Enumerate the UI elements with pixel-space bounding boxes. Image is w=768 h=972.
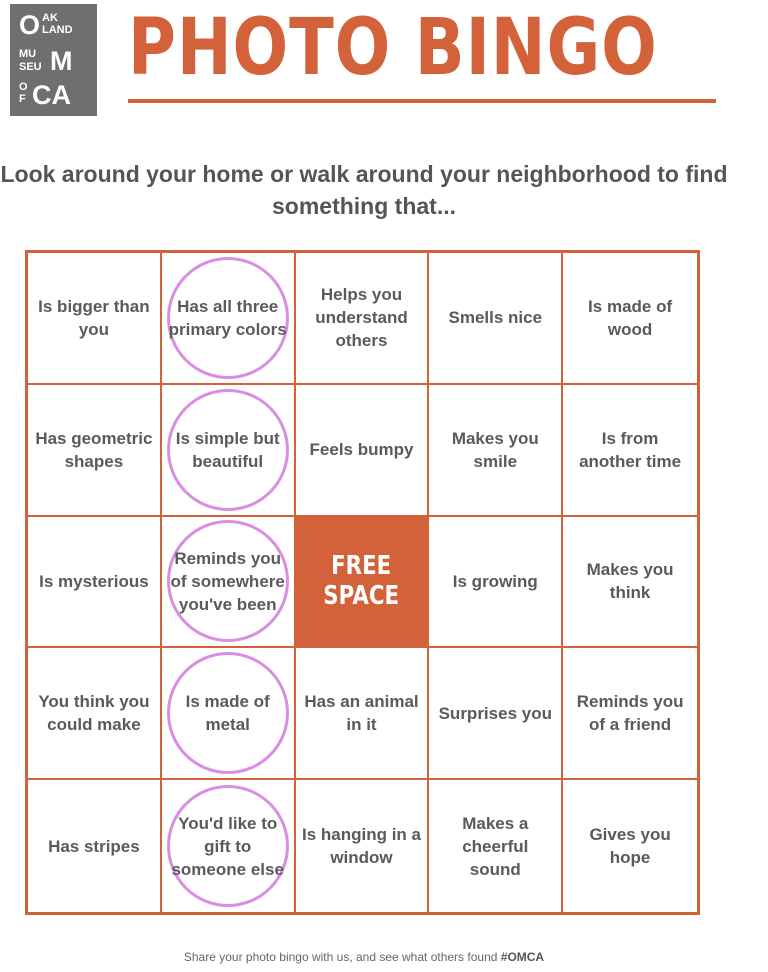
logo-letter: MU xyxy=(19,48,37,60)
bingo-cell-label: Is mysterious xyxy=(39,571,149,591)
free-space-cell[interactable] xyxy=(296,517,430,649)
bingo-cell[interactable] xyxy=(28,780,162,912)
bingo-cell-label: Is hanging in a window xyxy=(301,825,421,868)
bingo-cell[interactable] xyxy=(28,517,162,649)
logo-letter: O xyxy=(19,10,41,40)
bingo-cell-label: Feels bumpy xyxy=(309,440,414,460)
instructions: Look around your home or walk around your neighborhood to find something that... xyxy=(0,161,728,219)
bingo-cell-label: Has all three primary colors xyxy=(168,296,287,339)
bingo-cell-label: Is made of wood xyxy=(588,296,673,339)
logo-letter: O xyxy=(19,81,28,93)
bingo-cell[interactable] xyxy=(28,648,162,780)
bingo-cell-label: You'd like to gift to someone else xyxy=(171,813,284,879)
bingo-cell[interactable] xyxy=(162,385,296,517)
bingo-cell-label: Reminds you of somewhere you've been xyxy=(170,548,285,614)
bingo-cell-label: Makes a cheerful sound xyxy=(462,813,529,879)
footer-text: Share your photo bingo with us, and see what others found xyxy=(183,950,498,964)
bingo-cell-label: Surprises you xyxy=(438,703,552,723)
bingo-cell[interactable] xyxy=(28,253,162,385)
title-divider xyxy=(128,99,716,103)
bingo-cell-label: Has an animal in it xyxy=(304,692,419,735)
bingo-cell[interactable] xyxy=(162,517,296,649)
bingo-cell[interactable] xyxy=(429,253,563,385)
bingo-cell[interactable] xyxy=(296,780,430,912)
bingo-cell[interactable] xyxy=(296,648,430,780)
logo-letter: CA xyxy=(32,80,71,110)
bingo-cell[interactable] xyxy=(296,385,430,517)
footer-hashtag[interactable]: #OMCA xyxy=(500,950,545,964)
bingo-cell[interactable] xyxy=(429,648,563,780)
footer xyxy=(0,950,728,964)
bingo-cell-label: Helps you understand others xyxy=(315,285,408,351)
free-space-label: FREE SPACE xyxy=(323,551,400,612)
bingo-cell-label: Smells nice xyxy=(448,308,543,328)
bingo-cell[interactable] xyxy=(563,780,697,912)
bingo-cell[interactable] xyxy=(162,253,296,385)
bingo-cell-label: Has geometric shapes xyxy=(35,428,153,471)
bingo-cell-label: You think you could make xyxy=(38,692,150,735)
bingo-cell[interactable] xyxy=(429,517,563,649)
bingo-cell-label: Is bigger than you xyxy=(38,296,150,339)
bingo-cell[interactable] xyxy=(429,385,563,517)
bingo-cell-label: Is growing xyxy=(452,571,538,591)
bingo-cell-label: Makes you smile xyxy=(451,428,539,471)
bingo-cell[interactable] xyxy=(296,253,430,385)
bingo-cell-label: Is made of metal xyxy=(185,692,270,735)
bingo-cell-label: Is from another time xyxy=(579,428,682,471)
omca-logo xyxy=(10,4,97,116)
bingo-cell[interactable] xyxy=(563,648,697,780)
bingo-cell-label: Has stripes xyxy=(48,836,140,856)
logo-letter: AK xyxy=(42,12,58,24)
bingo-cell[interactable] xyxy=(162,648,296,780)
bingo-board xyxy=(25,250,700,915)
page-title: PHOTO BINGO xyxy=(128,3,658,93)
bingo-cell[interactable] xyxy=(563,517,697,649)
logo-letter: F xyxy=(19,93,26,105)
bingo-cell-label: Gives you hope xyxy=(589,825,671,868)
logo-letter: LAND xyxy=(42,24,73,36)
bingo-cell[interactable] xyxy=(429,780,563,912)
bingo-cell[interactable] xyxy=(162,780,296,912)
bingo-cell-label: Is simple but beautiful xyxy=(175,428,280,471)
bingo-cell-label: Makes you think xyxy=(586,560,674,603)
logo-letter: M xyxy=(50,46,73,76)
bingo-cell[interactable] xyxy=(28,385,162,517)
bingo-cell-label: Reminds you of a friend xyxy=(576,692,684,735)
bingo-cell[interactable] xyxy=(563,385,697,517)
logo-letter: SEU xyxy=(19,61,42,73)
bingo-cell[interactable] xyxy=(563,253,697,385)
